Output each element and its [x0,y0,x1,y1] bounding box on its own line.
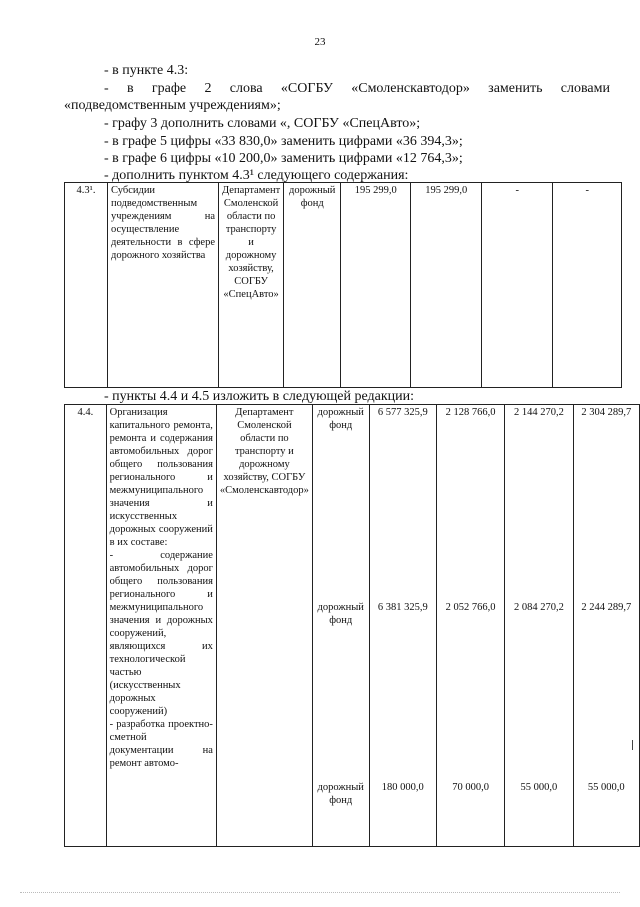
item-year-1: 195 299,0 [411,183,482,388]
intro-line-1: - в пункте 4.3: [104,63,189,78]
year1-cell [436,405,504,847]
year2-cell [505,405,573,847]
intro-line-3: «подведомственным учреждениям»; [64,98,281,113]
source-design: дорожный фонд [317,782,364,806]
source-maintenance: дорожный фонд [317,602,364,626]
intro-line-5: - в графе 5 цифры «33 830,0» заменить цифрами «36 394,3»; [104,134,463,149]
year2-design: 55 000,0 [520,782,558,793]
year3-maintenance: 2 244 289,7 [581,602,632,613]
item-total: 195 299,0 [341,183,411,388]
intro-line-7: - дополнить пунктом 4.3¹ следующего содержания: [104,168,409,183]
intro-line-4: - графу 3 дополнить словами «, СОГБУ «СпецАвто»; [104,116,421,131]
total-maintenance: 6 381 325,9 [377,602,428,613]
row-name-design: - разработка проектно-сметной документации на ремонт автомо- [109,719,213,769]
item-number: 4.4. [65,405,107,847]
year1-design: 70 000,0 [452,782,489,793]
item-name-cell [106,405,216,847]
source-cell [312,405,369,847]
year1-main: 2 128 766,0 [445,407,496,418]
between-line: - пункты 4.4 и 4.5 изложить в следующей редакции: [104,389,415,404]
table-item-4-4 [64,404,640,847]
year3-design: 55 000,0 [587,782,625,793]
source-main: дорожный фонд [317,407,364,431]
item-year-3: - [553,183,622,388]
item-number: 4.3¹. [65,183,108,388]
row-name-maintenance: - содержание автомобильных дорог общего пользования регионального и межмуниципального значения и дорожных сооружений, являющихся их технологической частью (искусственных дорожных сооружений) [109,550,213,717]
year2-maintenance: 2 084 270,2 [513,602,564,613]
intro-line-6: - в графе 6 цифры «10 200,0» заменить цифрами «12 764,3»; [104,151,463,166]
item-executor: Департамент Смоленской области по транспорту и дорожному хозяйству, СОГБУ «Смоленскавтодор» [216,405,312,847]
intro-line-2: - в графе 2 слова «СОГБУ «Смоленскавтодор» заменить словами [104,81,610,96]
year3-main: 2 304 289,7 [581,407,632,418]
table-item-4-3-1 [64,182,622,388]
total-main: 6 577 325,9 [377,407,428,418]
page-number: 23 [314,36,326,48]
item-source: дорожный фонд [284,183,341,388]
total-design: 180 000,0 [381,782,424,793]
row-name-main: Организация капитального ремонта, ремонта и содержания автомобильных дорог общего пользования регионального и межмуниципального значения и искусственных дорожных сооружений в их составе: [109,407,213,548]
item-executor: Департамент Смоленской области по транспорту и дорожному хозяйству, СОГБУ «СпецАвто» [219,183,284,388]
year2-main: 2 144 270,2 [513,407,564,418]
item-name: Субсидии подведомственным учреждениям на осуществление деятельности в сфере дорожного хозяйства [108,183,219,388]
page-bottom-edge [20,892,620,893]
item-year-2: - [482,183,553,388]
year1-maintenance: 2 052 766,0 [445,602,496,613]
total-cell [369,405,436,847]
margin-mark [632,740,633,750]
year3-cell [573,405,639,847]
